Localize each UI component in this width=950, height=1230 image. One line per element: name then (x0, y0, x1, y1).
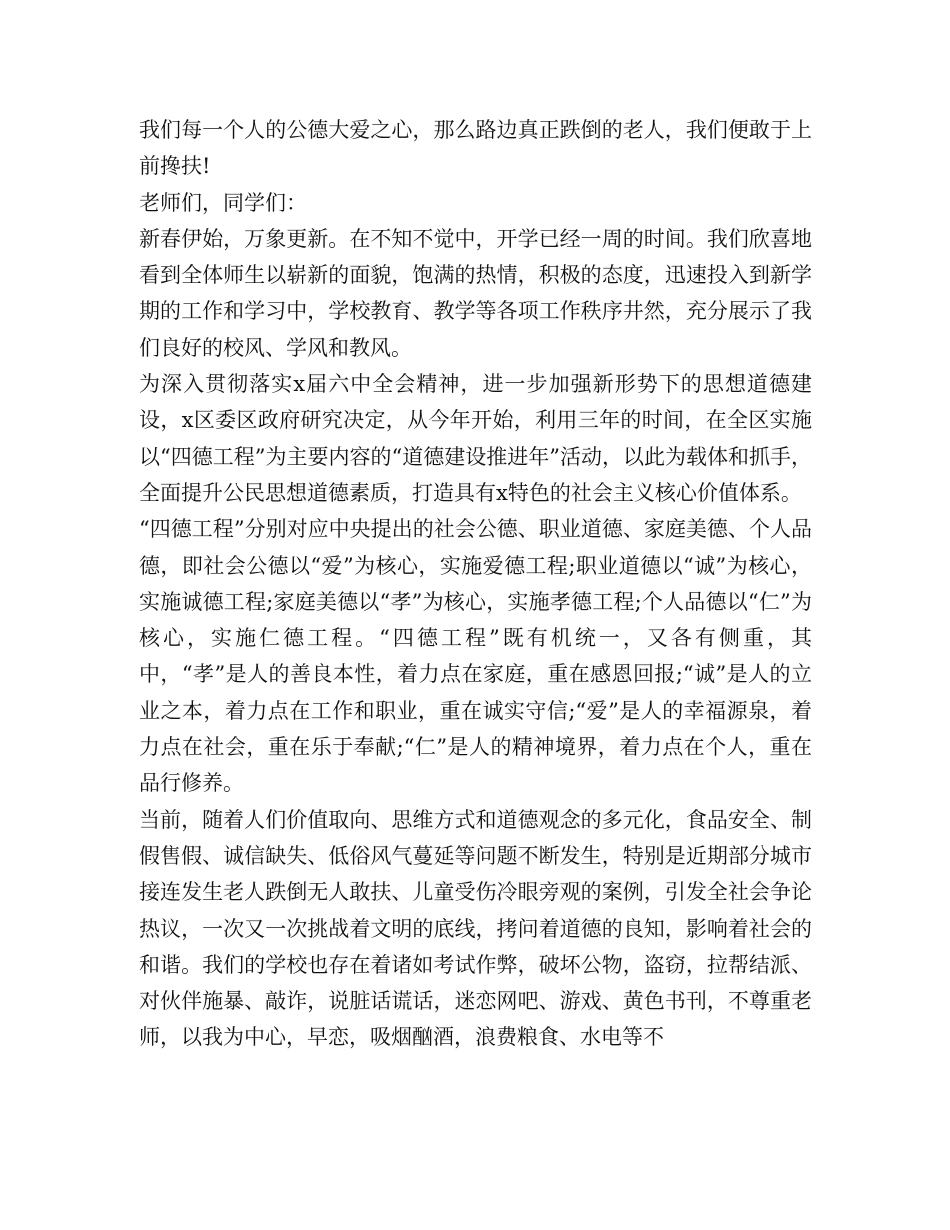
paragraph-4: 为深入贯彻落实x届六中全会精神，进一步加强新形势下的思想道德建设，x区委区政府研究决定，从今年开始，利用三年的时间，在全区实施以“四德工程”为主要内容的“道德建设推进年”活动，以此为载体和抓手，全面提升公民思想道德素质，打造具有x特色的社会主义核心价值体系。 (139, 372, 812, 505)
paragraph-1: 我们每一个人的公德大爱之心，那么路边真正跌倒的老人，我们便敢于上前搀扶! (139, 118, 812, 179)
paragraph-5: “四德工程”分别对应中央提出的社会公德、职业道德、家庭美德、个人品德，即社会公德以“爱”为核心，实施爱德工程;职业道德以“诚”为核心，实施诚德工程;家庭美德以“孝”为核心，实施孝德工程;个人品德以“仁”为核心，实施仁德工程。“四德工程”既有机统一，又各有侧重，其中，“孝”是人的善良本性，着力点在家庭，重在感恩回报;“诚”是人的立业之本，着力点在工作和职业，重在诚实守信;“爱”是人的幸福源泉，着力点在社会，重在乐于奉献;“仁”是人的精神境界，着力点在个人，重在品行修养。 (139, 517, 812, 796)
paragraph-6: 当前，随着人们价值取向、思维方式和道德观念的多元化，食品安全、制假售假、诚信缺失、低俗风气蔓延等问题不断发生，特别是近期部分城市接连发生老人跌倒无人敢扶、儿童受伤冷眼旁观的案例，引发全社会争论热议，一次又一次挑战着文明的底线，拷问着道德的良知，影响着社会的和谐。我们的学校也存在着诸如考试作弊，破坏公物，盗窃，拉帮结派、对伙伴施暴、敲诈，说脏话谎话，迷恋网吧、游戏、黄色书刊，不尊重老师，以我为中心，早恋，吸烟酗酒，浪费粮食、水电等不 (139, 807, 812, 1050)
paragraph-2: 老师们，同学们： (139, 190, 307, 215)
paragraph-3: 新春伊始，万象更新。在不知不觉中，开学已经一周的时间。我们欣喜地看到全体师生以崭新的面貌，饱满的热情，积极的态度，迅速投入到新学期的工作和学习中，学校教育、教学等各项工作秩序井然，充分展示了我们良好的校风、学风和教风。 (139, 226, 812, 360)
document-body (139, 112, 812, 1056)
